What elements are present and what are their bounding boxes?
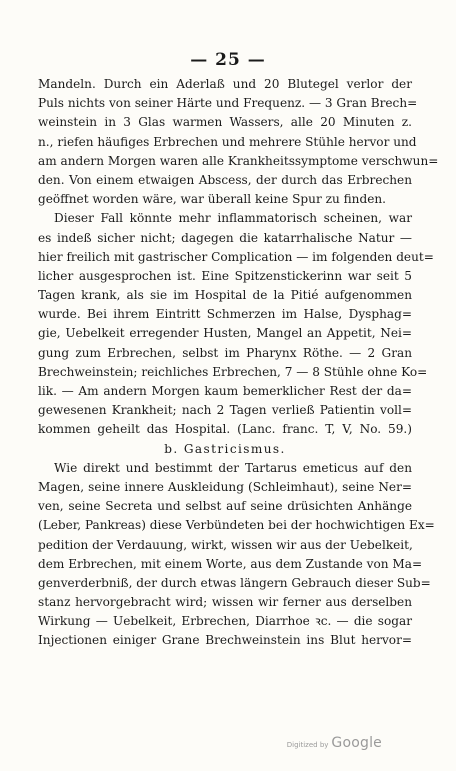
text-line: lik. — Am andern Morgen kaum bemerklicher Rest der da= — [38, 384, 412, 398]
page-header — [0, 50, 456, 76]
text-line: stanz hervorgebracht wird; wissen wir ferner aus derselben — [38, 595, 412, 610]
text-line: den. Von einem etwaigen Abscess, der durch das Erbrechen — [38, 172, 412, 187]
text-line: hier freilich mit gastrischer Complication — im folgenden deut= — [38, 249, 434, 264]
text-line: Mandeln. Durch ein Aderlaß und 20 Blutegel verlor der — [38, 77, 412, 91]
section-heading: b. Gastricismus. — [164, 441, 286, 456]
text-line: (Leber, Pankreas) diese Verbündeten bei der hochwichtigen Ex= — [38, 518, 435, 533]
text-line: geöffnet worden wäre, war überall keine Spur zu finden. — [38, 192, 386, 207]
text-line: Magen, seine innere Auskleidung (Schleimhaut), seine Ner= — [38, 479, 412, 494]
text-line: kommen geheilt das Hospital. (Lanc. franc. T, V, No. 59.) — [38, 422, 412, 437]
text-line: n., riefen häufiges Erbrechen und mehrere Stühle hervor und — [38, 134, 417, 149]
text-line: gie, Uebelkeit erregender Husten, Mangel an Appetit, Nei= — [38, 326, 412, 341]
text-line: Injectionen einiger Grane Brechweinstein ins Blut hervor= — [38, 633, 412, 648]
text-line: licher ausgesprochen ist. Eine Spitzenstickerinn war seit 5 — [38, 268, 412, 283]
text-line: Puls nichts von seiner Härte und Frequenz. — 3 Gran Brech= — [38, 96, 418, 111]
text-line: pedition der Verdauung, wirkt, wissen wir aus der Uebelkeit, — [38, 537, 413, 552]
text-line: genverderbniß, der durch etwas längern Gebrauch dieser Sub= — [38, 575, 431, 590]
text-line: Tagen krank, als sie im Hospital de la Pitié aufgenommen — [38, 288, 412, 303]
digitized-watermark — [287, 735, 382, 751]
text-line: Wirkung — Uebelkeit, Erbrechen, Diarrhoe ꝛc. — die sogar — [38, 614, 412, 629]
page-number: — 25 — — [190, 50, 266, 70]
text-line: am andern Morgen waren alle Krankheitssymptome verschwun= — [38, 153, 439, 168]
text-line: gung zum Erbrechen, selbst im Pharynx Röthe. — 2 Gran — [38, 345, 412, 360]
text-line: Dieser Fall könnte mehr inflammatorisch scheinen, war — [54, 211, 412, 226]
text-line: es indeß sicher nicht; dagegen die katarrhalische Natur — — [38, 230, 412, 245]
watermark-prefix: Digitized by — [286, 741, 329, 749]
text-line: wurde. Bei ihrem Eintritt Schmerzen im Halse, Dysphag= — [38, 307, 412, 322]
text-line: Brechweinstein; reichliches Erbrechen, 7 — 8 Stühle ohne Ko= — [38, 364, 428, 379]
text-line: gewesenen Krankheit; nach 2 Tagen verließ Patientin voll= — [38, 403, 412, 418]
body-text — [38, 75, 439, 651]
google-logo: Google — [331, 735, 382, 751]
text-line: ven, seine Secreta und selbst auf seine drüsichten Anhänge — [38, 499, 412, 514]
text-line: weinstein in 3 Glas warmen Wassers, alle 20 Minuten z. — [38, 115, 412, 130]
text-line: Wie direkt und bestimmt der Tartarus emeticus auf den — [54, 460, 412, 475]
text-line: dem Erbrechen, mit einem Worte, aus dem Zustande von Ma= — [38, 556, 423, 571]
